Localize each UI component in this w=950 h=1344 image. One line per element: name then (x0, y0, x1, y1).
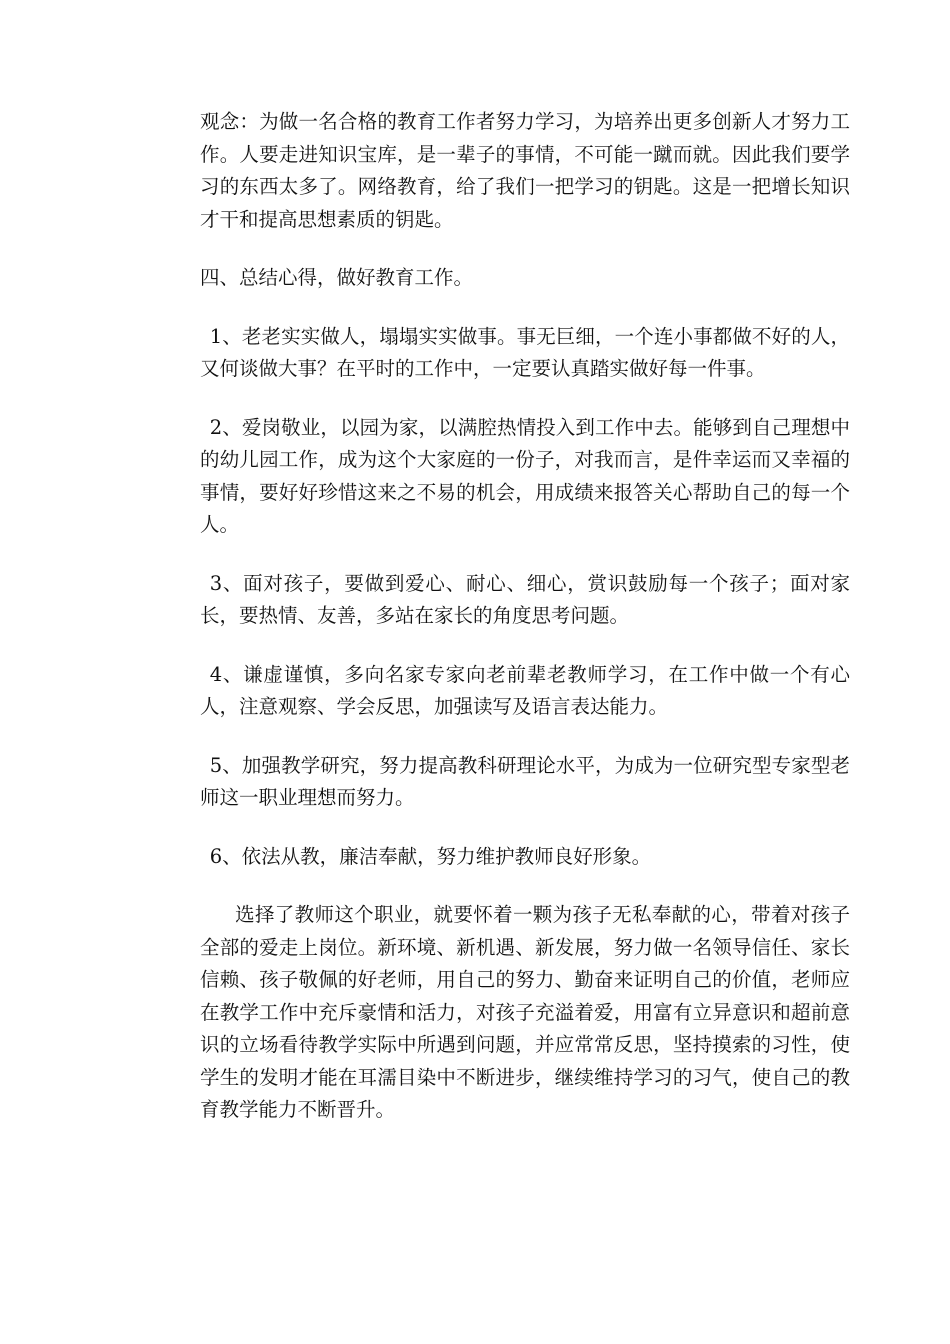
list-item-1: 1、老老实实做人，塌塌实实做事。事无巨细，一个连小事都做不好的人，又何谈做大事？在平时的工作中，一定要认真踏实做好每一件事。 (200, 324, 850, 380)
paragraph-conclusion: 选择了教师这个职业，就要怀着一颗为孩子无私奉献的心，带着对孩子全部的爱走上岗位。新环境、新机遇、新发展，努力做一名领导信任、家长信赖、孩子敬佩的好老师，用自己的努力、勤奋来证明自己的价值，老师应在教学工作中充斥豪情和活力，对孩子充溢着爱，用富有立异意识和超前意识的立场看待教学实际中所遇到问题，并应常常反思，坚持摸索的习性，使学生的发明才能在耳濡目染中不断进步，继续维持学习的习气，使自己的教育教学能力不断晋升。 (200, 903, 850, 1121)
document-page (200, 106, 850, 1153)
paragraph-concept: 观念：为做一名合格的教育工作者努力学习，为培养出更多创新人才努力工作。人要走进知识宝库，是一辈子的事情，不可能一蹴而就。因此我们要学习的东西太多了。网络教育，给了我们一把学习的钥匙。这是一把增长知识才干和提高思想素质的钥匙。 (200, 110, 850, 231)
list-item-6: 6、依法从教，廉洁奉献，努力维护教师良好形象。 (209, 844, 652, 868)
list-item-2: 2、爱岗敬业，以园为家，以满腔热情投入到工作中去。能够到自己理想中的幼儿园工作，成为这个大家庭的一份子，对我而言，是件幸运而又幸福的事情，要好好珍惜这来之不易的机会，用成绩来报答关心帮助自己的每一个人。 (200, 415, 850, 536)
list-item-4: 4、谦虚谨慎，多向名家专家向老前辈老教师学习，在工作中做一个有心人，注意观察、学会反思，加强读写及语言表达能力。 (200, 662, 850, 718)
list-item-5: 5、加强教学研究，努力提高教科研理论水平，为成为一位研究型专家型老师这一职业理想而努力。 (200, 753, 850, 809)
list-item-3: 3、面对孩子，要做到爱心、耐心、细心，赏识鼓励每一个孩子；面对家长，要热情、友善，多站在家长的角度思考问题。 (200, 571, 850, 627)
section-heading-4: 四、总结心得，做好教育工作。 (200, 266, 474, 289)
